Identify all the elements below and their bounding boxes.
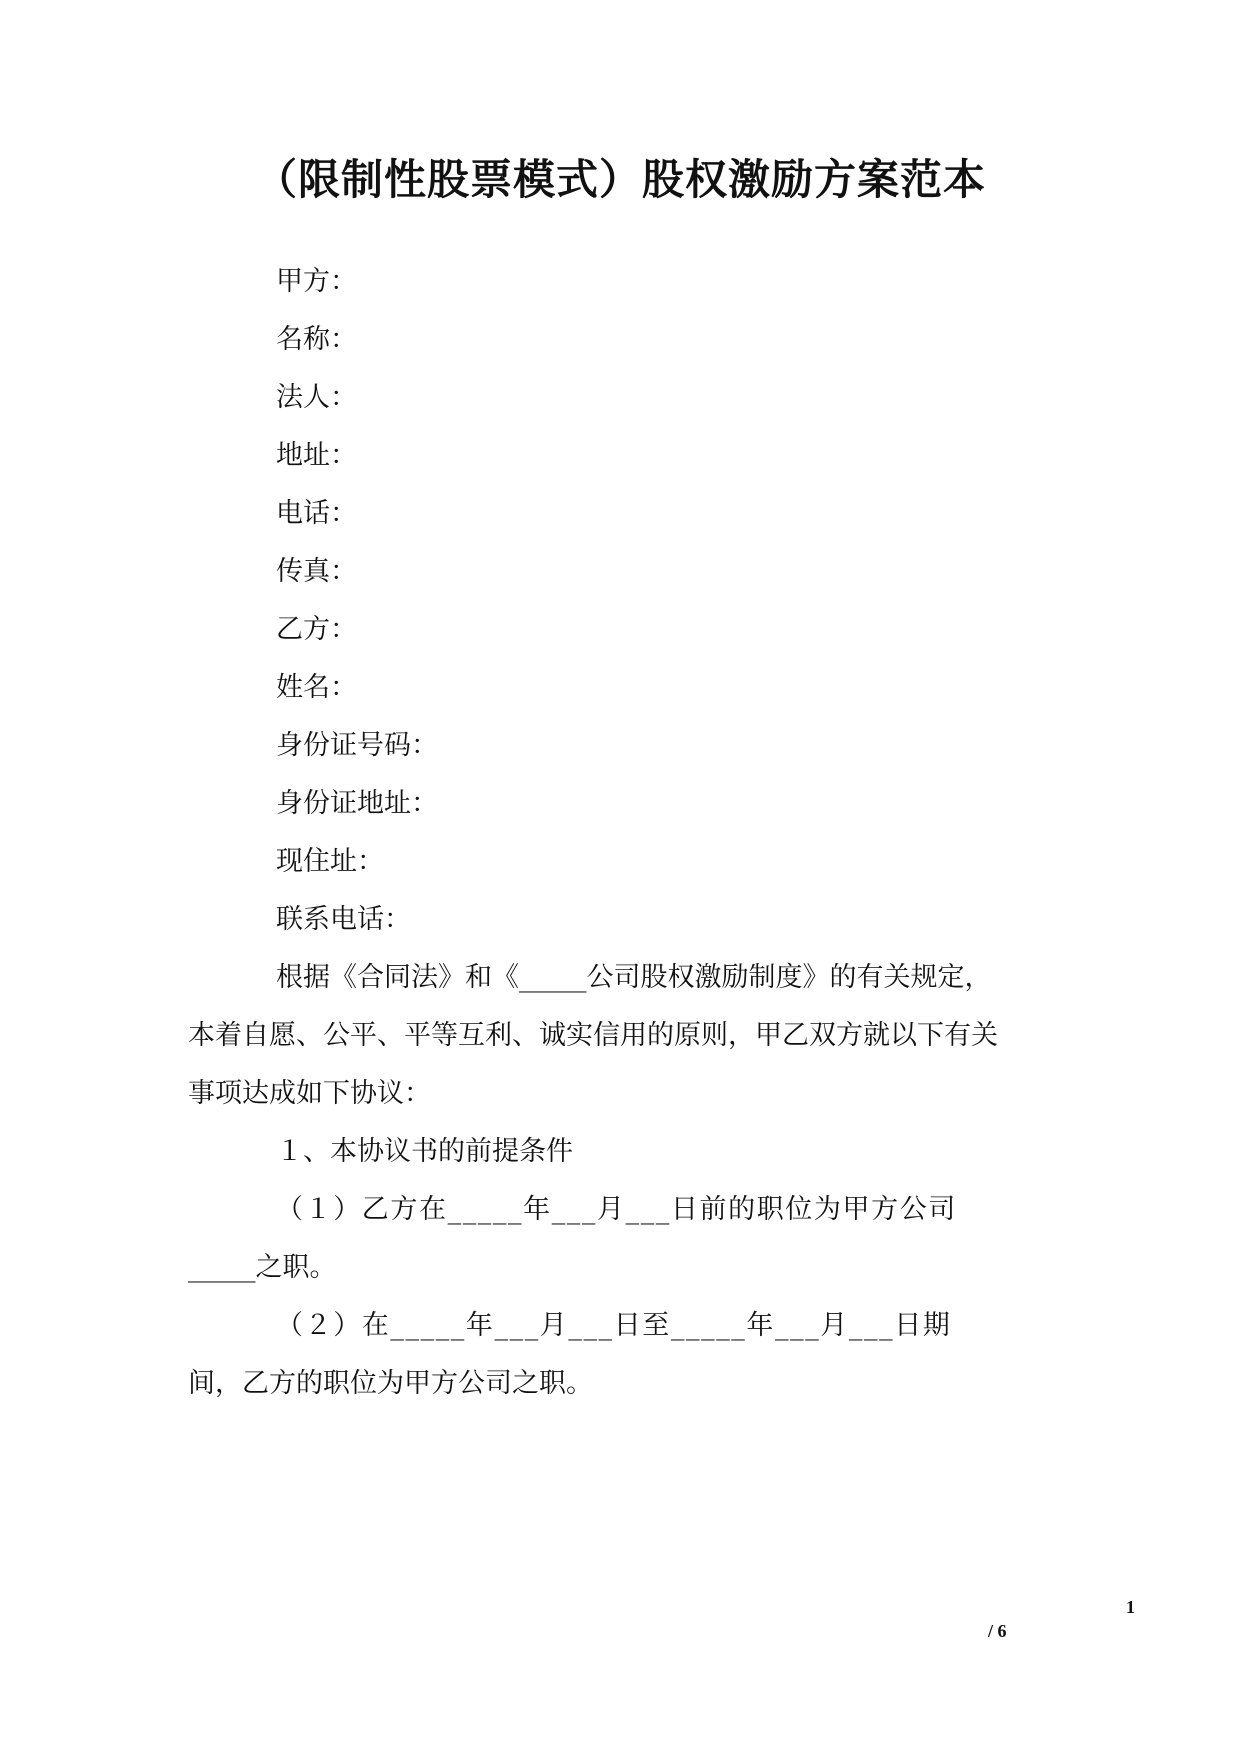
party-a-legal-person-label: 法人： <box>276 382 357 413</box>
section-1-item-1-line-2: _____之职。 <box>188 1252 337 1283</box>
party-b-id-address-label: 身份证地址： <box>276 788 438 819</box>
party-b-contact-phone-label: 联系电话： <box>276 904 411 935</box>
section-1-item-2-line-1: （２）在_____年___月___日至_____年___月___日期 <box>276 1310 952 1341</box>
party-b-name-label: 姓名： <box>276 672 357 703</box>
party-b-id-number-label: 身份证号码： <box>276 730 438 761</box>
document-title: （限制性股票模式）股权激励方案范本 <box>254 155 986 204</box>
page-number: 1 <box>1126 1597 1135 1617</box>
section-1-item-2-line-2: 间，乙方的职位为甲方公司之职。 <box>188 1368 593 1399</box>
party-a-heading: 甲方： <box>276 266 357 297</box>
preamble-line-1: 根据《合同法》和《_____公司股权激励制度》的有关规定， <box>276 962 992 993</box>
party-a-address-label: 地址： <box>276 440 357 471</box>
party-a-phone-label: 电话： <box>276 498 357 529</box>
preamble-line-2: 本着自愿、公平、平等互利、诚实信用的原则，甲乙双方就以下有关 <box>188 1020 998 1051</box>
party-a-fax-label: 传真： <box>276 556 357 587</box>
section-1-heading: １、本协议书的前提条件 <box>276 1136 573 1167</box>
party-a-name-label: 名称： <box>276 324 357 355</box>
preamble-line-3: 事项达成如下协议： <box>188 1078 431 1109</box>
section-1-item-1-line-1: （１）乙方在_____年___月___日前的职位为甲方公司 <box>276 1194 957 1225</box>
page-total: / 6 <box>988 1621 1007 1641</box>
party-b-heading: 乙方： <box>276 614 357 645</box>
party-b-current-address-label: 现住址： <box>276 846 384 877</box>
